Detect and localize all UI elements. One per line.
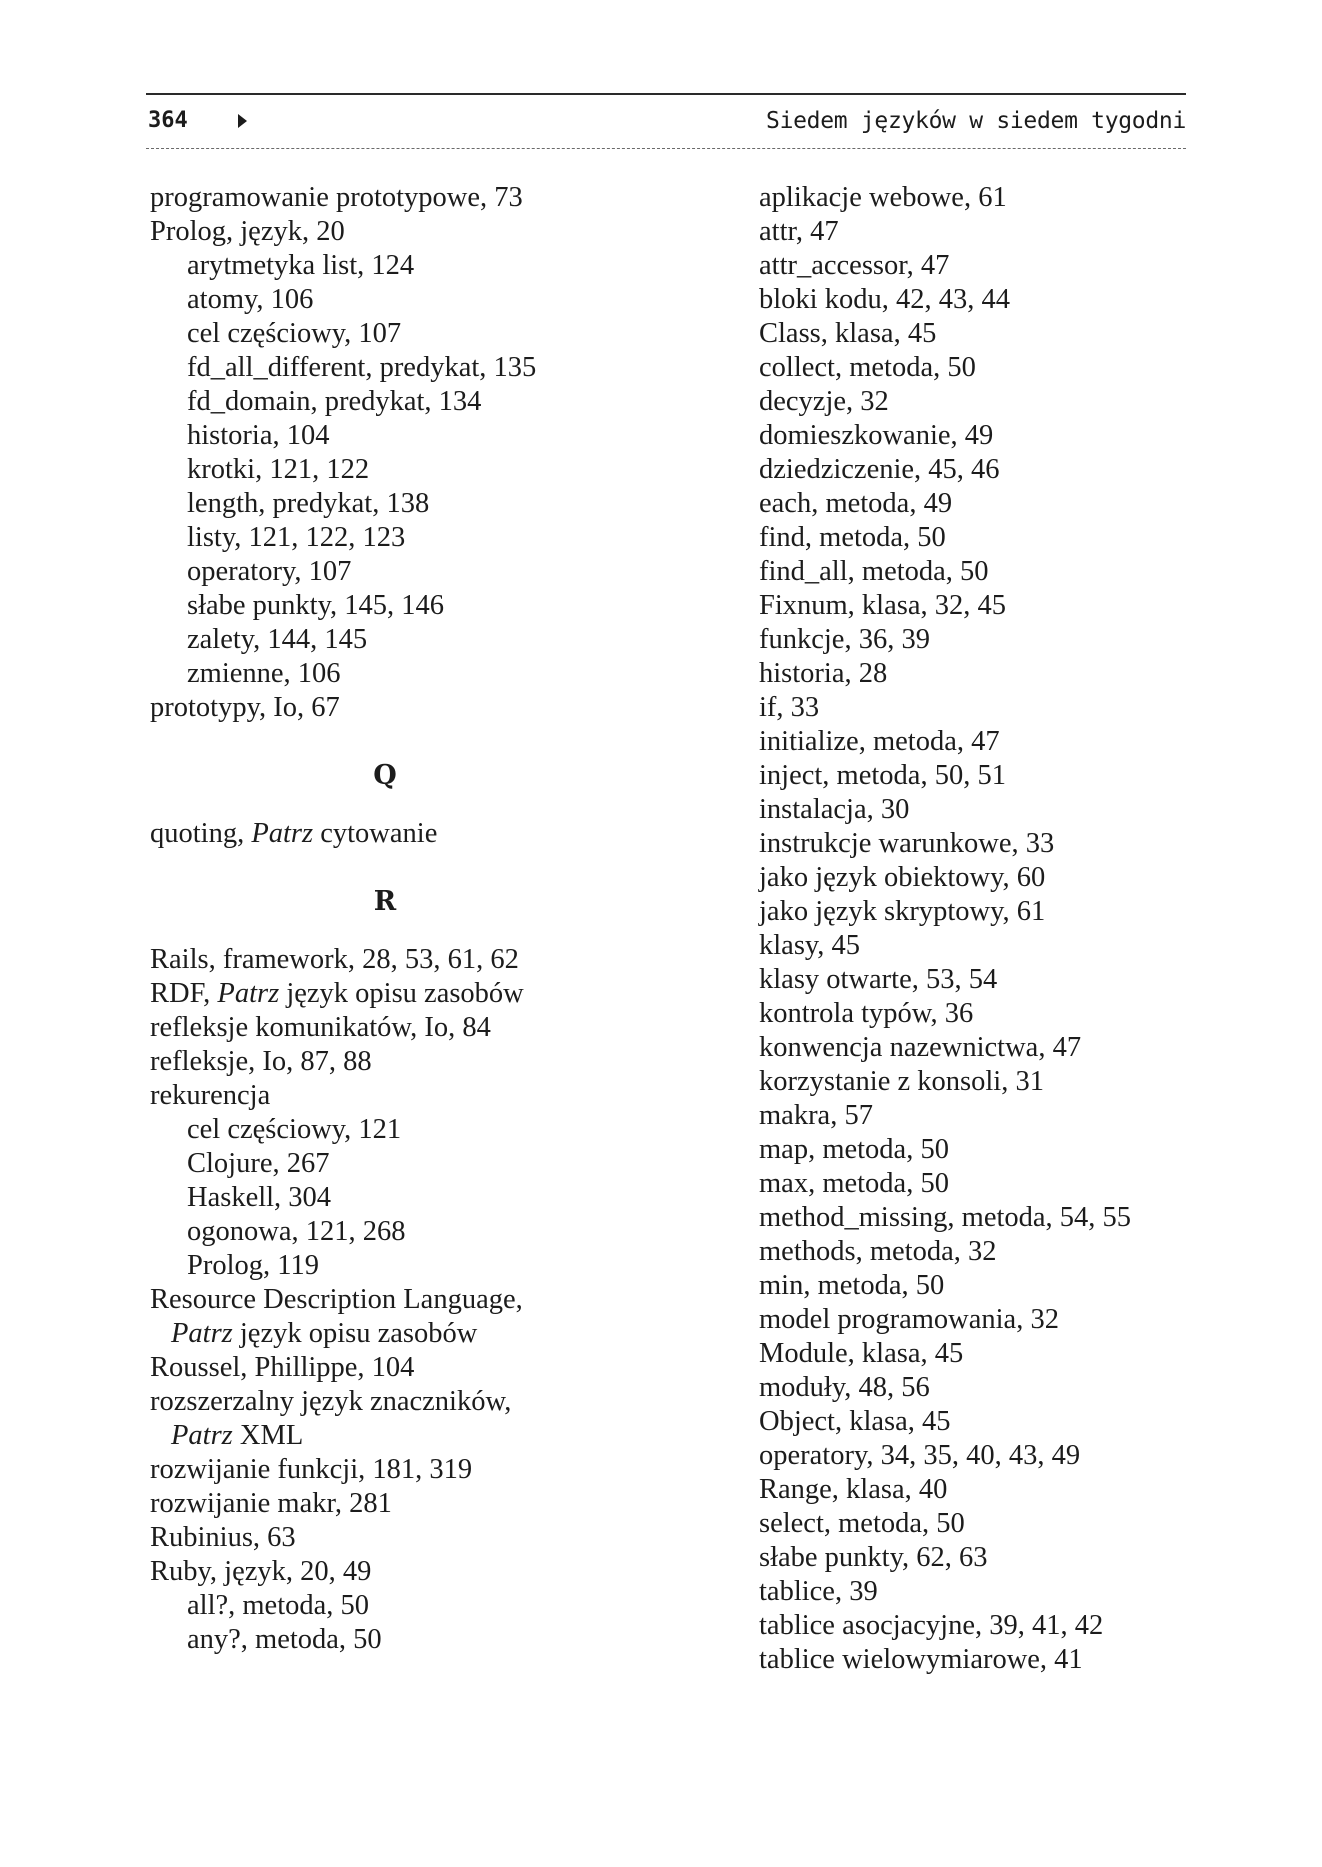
running-title: Siedem języków w siedem tygodni	[766, 108, 1186, 134]
entry-text: instrukcje warunkowe, 33	[759, 828, 1055, 859]
header-rule-bottom	[146, 148, 1186, 149]
index-entry	[150, 1011, 620, 1045]
entry-text: zalety, 144, 145	[187, 624, 368, 655]
see-target: język opisu zasobów	[232, 1318, 478, 1349]
index-subentry	[722, 1235, 1192, 1269]
index-entry	[150, 1385, 620, 1419]
entry-text: decyzje, 32	[759, 386, 889, 417]
entry-text: operatory, 34, 35, 40, 43, 49	[759, 1440, 1081, 1471]
index-subentry	[150, 385, 620, 419]
entry-text: method_missing, metoda, 54, 55	[759, 1202, 1132, 1233]
entry-text: Rails, framework, 28, 53, 61, 62	[150, 944, 519, 975]
see-target: język opisu zasobów	[279, 978, 524, 1009]
entry-text: all?, metoda, 50	[187, 1590, 370, 1621]
entry-text: Object, klasa, 45	[759, 1406, 951, 1437]
see-reference: Patrz	[217, 978, 280, 1009]
entry-text: moduły, 48, 56	[759, 1372, 930, 1403]
entry-text: fd_domain, predykat, 134	[187, 386, 482, 417]
letter-spacer	[150, 919, 620, 943]
entry-text: korzystanie z konsoli, 31	[759, 1066, 1044, 1097]
index-subentry	[722, 1541, 1192, 1575]
entry-text: Prolog, 119	[187, 1250, 319, 1281]
see-target: cytowanie	[313, 818, 438, 849]
entry-text: jako język skryptowy, 61	[759, 896, 1046, 927]
entry-text: refleksje, Io, 87, 88	[150, 1046, 372, 1077]
entry-text: Prolog, język, 20	[150, 216, 345, 247]
entry-text: aplikacje webowe, 61	[759, 182, 1007, 213]
entry-text: Roussel, Phillippe, 104	[150, 1352, 415, 1383]
entry-text: select, metoda, 50	[759, 1508, 965, 1539]
entry-text: dziedziczenie, 45, 46	[759, 454, 1000, 485]
entry-text: fd_all_different, predykat, 135	[187, 352, 537, 383]
index-subentry	[150, 351, 620, 385]
index-subentry	[150, 249, 620, 283]
entry-text: max, metoda, 50	[759, 1168, 949, 1199]
index-subentry	[722, 997, 1192, 1031]
index-subentry	[150, 487, 620, 521]
entry-text: methods, metoda, 32	[759, 1236, 997, 1267]
index-subentry	[150, 1113, 620, 1147]
entry-text: inject, metoda, 50, 51	[759, 760, 1006, 791]
index-subentry	[150, 1181, 620, 1215]
entry-text: rozwijanie funkcji, 181, 319	[150, 1454, 473, 1485]
index-subentry	[722, 929, 1192, 963]
index-subentry	[722, 1575, 1192, 1609]
entry-text: makra, 57	[759, 1100, 873, 1131]
entry-text: Range, klasa, 40	[759, 1474, 948, 1505]
index-subentry	[722, 215, 1192, 249]
index-subentry	[150, 657, 620, 691]
letter-spacer	[150, 793, 620, 817]
index-subentry	[722, 1507, 1192, 1541]
page-number: 364	[148, 108, 188, 133]
entry-text: cel częściowy, 107	[187, 318, 402, 349]
index-subentry	[150, 283, 620, 317]
entry-text: konwencja nazewnictwa, 47	[759, 1032, 1082, 1063]
entry-text: Rubinius, 63	[150, 1522, 296, 1553]
entry-text: funkcje, 36, 39	[759, 624, 930, 655]
index-entry	[150, 1487, 620, 1521]
index-entry	[150, 1521, 620, 1555]
entry-text: each, metoda, 49	[759, 488, 953, 519]
index-entry	[150, 1079, 620, 1113]
index-subentry	[722, 861, 1192, 895]
index-subentry	[150, 1215, 620, 1249]
index-subentry	[150, 589, 620, 623]
entry-text: rozszerzalny język znaczników,	[150, 1386, 512, 1417]
index-entry	[150, 1283, 620, 1317]
index-subentry	[722, 657, 1192, 691]
index-subentry	[150, 1589, 620, 1623]
entry-text: rekurencja	[150, 1080, 271, 1111]
index-subentry	[722, 895, 1192, 929]
index-entry	[150, 1453, 620, 1487]
index-subentry	[722, 759, 1192, 793]
index-subentry	[722, 623, 1192, 657]
index-entry	[150, 691, 620, 725]
index-entry	[150, 977, 620, 1011]
letter-spacer	[150, 851, 620, 885]
index-subentry	[722, 1167, 1192, 1201]
index-subentry	[150, 1147, 620, 1181]
index-entry	[150, 1555, 620, 1589]
index-column-right	[722, 181, 1192, 1677]
entry-text: Resource Description Language,	[150, 1284, 523, 1315]
index-subentry	[722, 249, 1192, 283]
see-reference: Patrz	[171, 1318, 233, 1349]
entry-text: tablice asocjacyjne, 39, 41, 42	[759, 1610, 1104, 1641]
index-subentry	[722, 283, 1192, 317]
index-subentry	[722, 317, 1192, 351]
entry-text: słabe punkty, 145, 146	[187, 590, 445, 621]
index-entry	[150, 1351, 620, 1385]
entry-text: ogonowa, 121, 268	[187, 1216, 406, 1247]
entry-text: model programowania, 32	[759, 1304, 1059, 1335]
index-entry	[150, 943, 620, 977]
index-entry	[150, 1045, 620, 1079]
index-letter-heading: Q	[373, 760, 397, 791]
entry-text: tablice, 39	[759, 1576, 878, 1607]
index-subentry	[150, 555, 620, 589]
index-subentry	[722, 385, 1192, 419]
index-subentry	[722, 453, 1192, 487]
index-subentry	[722, 1269, 1192, 1303]
index-subentry	[722, 1405, 1192, 1439]
index-subentry	[150, 419, 620, 453]
index-subentry	[722, 351, 1192, 385]
index-subentry	[722, 963, 1192, 997]
index-entry	[150, 181, 620, 215]
index-subentry	[722, 1439, 1192, 1473]
entry-text: find_all, metoda, 50	[759, 556, 989, 587]
index-subentry	[722, 521, 1192, 555]
index-column-left	[150, 181, 620, 1657]
entry-text: Class, klasa, 45	[759, 318, 937, 349]
entry-text: min, metoda, 50	[759, 1270, 945, 1301]
index-subentry	[722, 1371, 1192, 1405]
entry-text: map, metoda, 50	[759, 1134, 949, 1165]
index-entry	[150, 215, 620, 249]
index-subentry	[150, 521, 620, 555]
index-subentry	[722, 419, 1192, 453]
entry-text: Module, klasa, 45	[759, 1338, 964, 1369]
index-subentry	[722, 181, 1192, 215]
entry-text: klasy otwarte, 53, 54	[759, 964, 998, 995]
index-subentry	[722, 1133, 1192, 1167]
entry-text: Ruby, język, 20, 49	[150, 1556, 372, 1587]
entry-text: Clojure, 267	[187, 1148, 330, 1179]
entry-text: attr_accessor, 47	[759, 250, 950, 281]
index-subentry	[722, 725, 1192, 759]
index-subentry	[150, 1623, 620, 1657]
entry-text: quoting,	[150, 818, 252, 849]
index-entry	[150, 817, 620, 851]
entry-text: Haskell, 304	[187, 1182, 332, 1213]
entry-text: cel częściowy, 121	[187, 1114, 402, 1145]
entry-text: prototypy, Io, 67	[150, 692, 340, 723]
entry-text: if, 33	[759, 692, 820, 723]
entry-text: rozwijanie makr, 281	[150, 1488, 392, 1519]
entry-text: kontrola typów, 36	[759, 998, 974, 1029]
index-entry-continuation	[150, 1419, 620, 1453]
entry-text: listy, 121, 122, 123	[187, 522, 406, 553]
entry-text: atomy, 106	[187, 284, 314, 315]
header-rule-top	[146, 93, 1186, 95]
index-subentry	[722, 1201, 1192, 1235]
index-entry-continuation	[150, 1317, 620, 1351]
entry-text: refleksje komunikatów, Io, 84	[150, 1012, 491, 1043]
letter-spacer	[150, 725, 620, 759]
entry-text: Fixnum, klasa, 32, 45	[759, 590, 1006, 621]
index-subentry	[722, 691, 1192, 725]
index-subentry	[722, 827, 1192, 861]
index-subentry	[722, 1643, 1192, 1677]
entry-text: jako język obiektowy, 60	[759, 862, 1046, 893]
index-subentry	[150, 1249, 620, 1283]
index-subentry	[150, 317, 620, 351]
index-subentry	[722, 1031, 1192, 1065]
see-target: XML	[232, 1420, 304, 1451]
index-subentry	[722, 1303, 1192, 1337]
index-subentry	[722, 1609, 1192, 1643]
index-subentry	[722, 793, 1192, 827]
entry-text: historia, 28	[759, 658, 888, 689]
entry-text: tablice wielowymiarowe, 41	[759, 1644, 1083, 1675]
entry-text: attr, 47	[759, 216, 839, 247]
entry-text: bloki kodu, 42, 43, 44	[759, 284, 1010, 315]
entry-text: domieszkowanie, 49	[759, 420, 994, 451]
entry-text: RDF,	[150, 978, 218, 1009]
triangle-right-icon	[238, 114, 247, 128]
index-subentry	[722, 1473, 1192, 1507]
index-subentry	[150, 453, 620, 487]
entry-text: zmienne, 106	[187, 658, 341, 689]
entry-text: operatory, 107	[187, 556, 352, 587]
see-reference: Patrz	[251, 818, 314, 849]
entry-text: initialize, metoda, 47	[759, 726, 1000, 757]
entry-text: arytmetyka list, 124	[187, 250, 415, 281]
index-subentry	[722, 1065, 1192, 1099]
entry-text: programowanie prototypowe, 73	[150, 182, 523, 213]
see-reference: Patrz	[171, 1420, 233, 1451]
entry-text: krotki, 121, 122	[187, 454, 370, 485]
entry-text: collect, metoda, 50	[759, 352, 976, 383]
index-subentry	[150, 623, 620, 657]
index-subentry	[722, 487, 1192, 521]
index-subentry	[722, 555, 1192, 589]
index-subentry	[722, 589, 1192, 623]
entry-text: słabe punkty, 62, 63	[759, 1542, 988, 1573]
index-subentry	[722, 1337, 1192, 1371]
index-letter-heading: R	[373, 886, 397, 917]
index-subentry	[722, 1099, 1192, 1133]
entry-text: any?, metoda, 50	[187, 1624, 382, 1655]
entry-text: instalacja, 30	[759, 794, 910, 825]
entry-text: find, metoda, 50	[759, 522, 946, 553]
entry-text: historia, 104	[187, 420, 330, 451]
entry-text: length, predykat, 138	[187, 488, 430, 519]
entry-text: klasy, 45	[759, 930, 861, 961]
